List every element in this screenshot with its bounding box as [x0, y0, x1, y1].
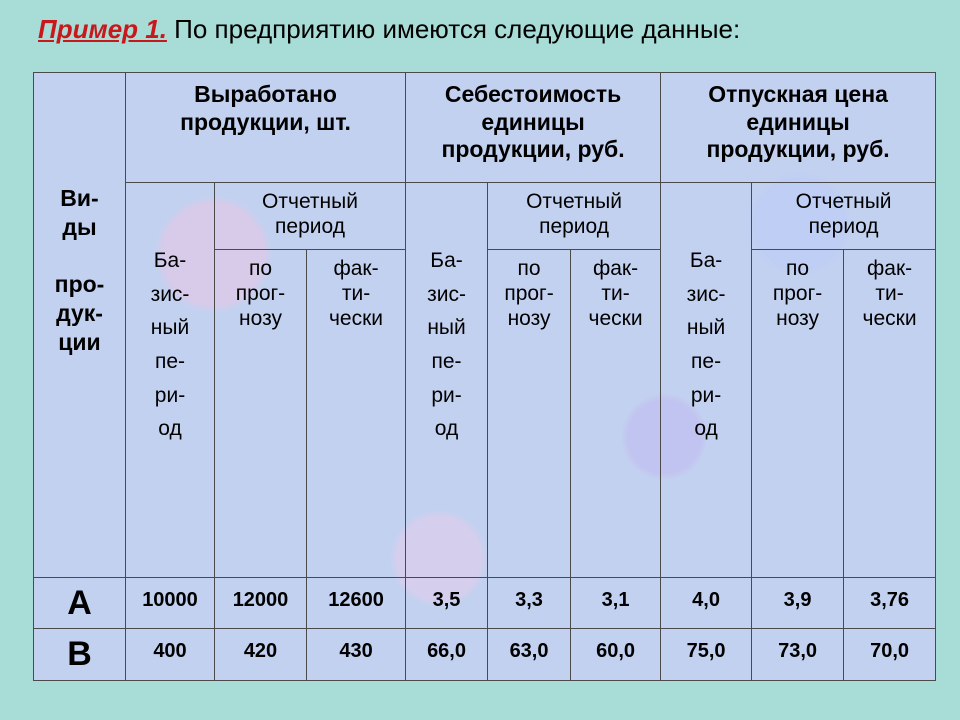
header-selling-price: Отпускная цена единицы продукции, руб.: [661, 73, 936, 183]
table-cell: 3,3: [488, 578, 571, 629]
table-cell: 70,0: [844, 629, 936, 681]
header-report-period: Отчетный период: [215, 183, 406, 250]
table-cell: 66,0: [406, 629, 488, 681]
table-cell: 73,0: [752, 629, 844, 681]
data-table-container: [33, 72, 935, 680]
table-cell: 4,0: [661, 578, 752, 629]
header-base-period: Ба- зис- ный пе- ри- од: [661, 183, 752, 578]
table-cell: 75,0: [661, 629, 752, 681]
header-base-period: Ба- зис- ный пе- ри- од: [126, 183, 215, 578]
product-name: А: [34, 578, 126, 629]
table-cell: 3,5: [406, 578, 488, 629]
header-report-period: Отчетный период: [488, 183, 661, 250]
header-actual: фак- ти- чески: [844, 250, 936, 578]
table-cell: 12000: [215, 578, 307, 629]
table-cell: 10000: [126, 578, 215, 629]
product-name: В: [34, 629, 126, 681]
table-cell: 430: [307, 629, 406, 681]
header-actual: фак- ти- чески: [307, 250, 406, 578]
example-label: Пример 1.: [38, 14, 167, 44]
table-cell: 12600: [307, 578, 406, 629]
table-cell: 3,76: [844, 578, 936, 629]
header-forecast: по прог- нозу: [488, 250, 571, 578]
header-product-kinds: Ви- ды про- дук- ции: [34, 73, 126, 578]
table-cell: 400: [126, 629, 215, 681]
header-forecast: по прог- нозу: [752, 250, 844, 578]
table-cell: 420: [215, 629, 307, 681]
header-base-period: Ба- зис- ный пе- ри- од: [406, 183, 488, 578]
table-cell: 63,0: [488, 629, 571, 681]
table-cell: 60,0: [571, 629, 661, 681]
header-produced: Выработано продукции, шт.: [126, 73, 406, 183]
title-text: По предприятию имеются следующие данные:: [166, 14, 741, 44]
header-report-period: Отчетный период: [752, 183, 936, 250]
table-row: [34, 629, 936, 681]
header-unit-cost: Себестоимость единицы продукции, руб.: [406, 73, 661, 183]
header-actual: фак- ти- чески: [571, 250, 661, 578]
table-cell: 3,1: [571, 578, 661, 629]
data-table: [33, 72, 936, 681]
table-row: [34, 578, 936, 629]
table-cell: 3,9: [752, 578, 844, 629]
header-forecast: по прог- нозу: [215, 250, 307, 578]
slide-title: [38, 14, 740, 45]
